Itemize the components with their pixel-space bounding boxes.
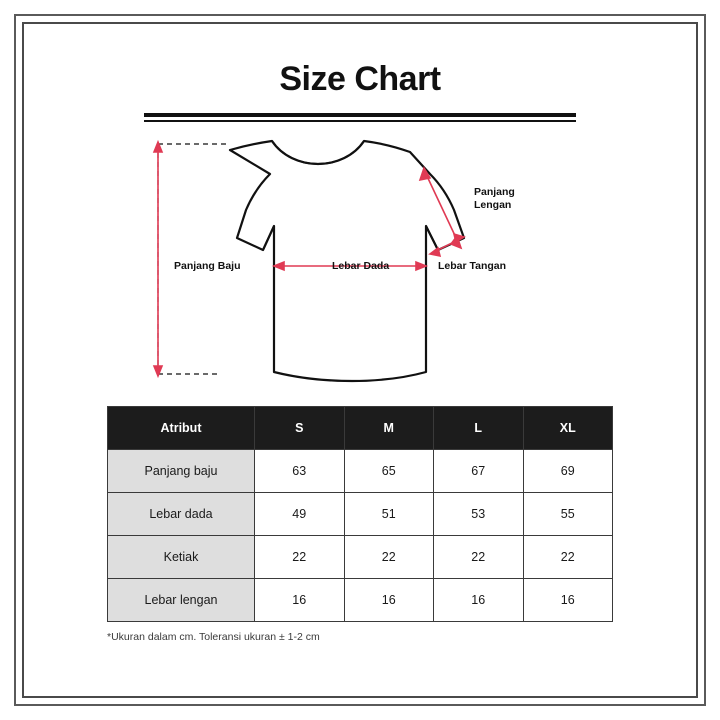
cell-xl: 22 [523, 536, 613, 579]
cell-l: 16 [434, 579, 524, 622]
label-lebar-tangan: Lebar Tangan [438, 260, 507, 272]
cell-m: 51 [344, 493, 434, 536]
table-row [108, 450, 613, 493]
title-rule-thin [144, 120, 576, 122]
size-table [107, 406, 613, 622]
table-body [108, 450, 613, 622]
table-row [108, 536, 613, 579]
cell-m: 16 [344, 579, 434, 622]
table-header-row [108, 407, 613, 450]
label-panjang-baju: Panjang Baju [174, 260, 241, 272]
title-underline [144, 113, 576, 122]
cell-s: 63 [255, 450, 345, 493]
cell-xl: 69 [523, 450, 613, 493]
cell-l: 53 [434, 493, 524, 536]
row-attribute: Ketiak [108, 536, 255, 579]
guide-lines [158, 144, 230, 374]
cell-s: 49 [255, 493, 345, 536]
footnote: *Ukuran dalam cm. Toleransi ukuran ± 1-2 cm [107, 631, 320, 643]
row-attribute: Panjang baju [108, 450, 255, 493]
cell-m: 65 [344, 450, 434, 493]
row-attribute: Lebar dada [108, 493, 255, 536]
header-size-xl: XL [523, 407, 613, 450]
label-panjang-lengan [474, 186, 544, 212]
page-title: Size Chart [279, 60, 441, 98]
tshirt-diagram [34, 138, 686, 406]
cell-l: 22 [434, 536, 524, 579]
row-attribute: Lebar lengan [108, 579, 255, 622]
table-row [108, 493, 613, 536]
label-lebar-dada: Lebar Dada [332, 260, 390, 272]
header-size-l: L [434, 407, 524, 450]
cell-s: 16 [255, 579, 345, 622]
cell-l: 67 [434, 450, 524, 493]
title-rule-thick [144, 113, 576, 117]
cell-m: 22 [344, 536, 434, 579]
measure-panjang-baju [154, 142, 162, 376]
label-panjang-lengan-line2: Lengan [474, 199, 512, 212]
content-area [34, 34, 686, 686]
table-row [108, 579, 613, 622]
header-attribut: Atribut [108, 407, 255, 450]
header-size-s: S [255, 407, 345, 450]
header-size-m: M [344, 407, 434, 450]
table-head [108, 407, 613, 450]
cell-s: 22 [255, 536, 345, 579]
cell-xl: 55 [523, 493, 613, 536]
cell-xl: 16 [523, 579, 613, 622]
label-panjang-lengan-line1: Panjang [474, 186, 515, 198]
